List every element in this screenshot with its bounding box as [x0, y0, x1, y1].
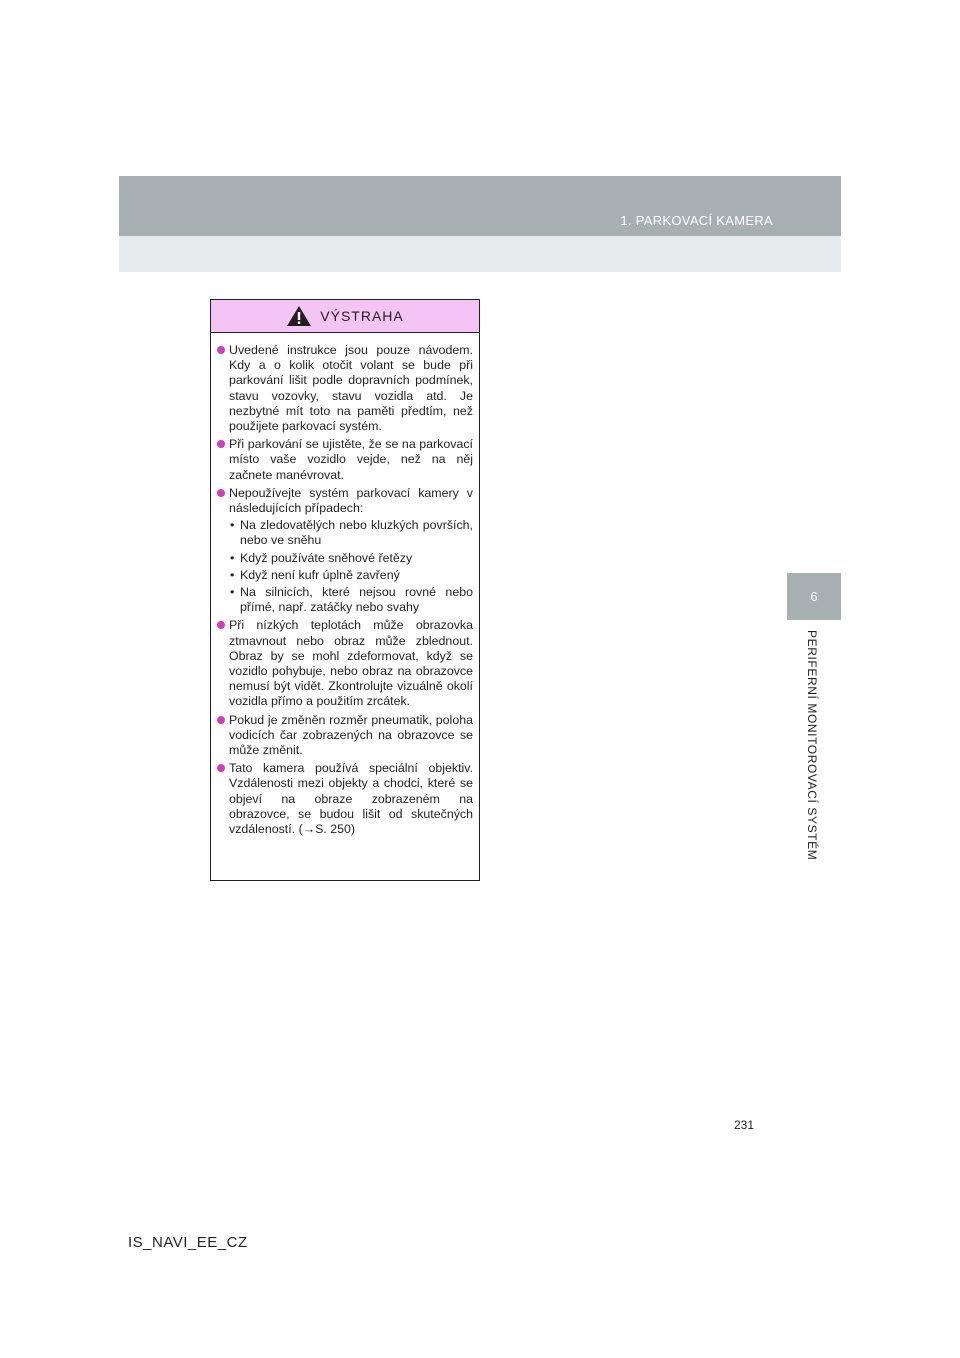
warning-item [217, 437, 473, 483]
header-band [119, 176, 841, 236]
warning-item-text: Tato kamera používá speciální objektiv. Vzdálenosti mezi objekty a chodci, které se objeví na obraze zobrazeném na obrazovce, se budou lišit od skutečných vzdáleností. (→S. 250) [229, 761, 473, 837]
chapter-number: 6 [810, 589, 818, 604]
document-code: IS_NAVI_EE_CZ [128, 1234, 248, 1251]
bullet-icon [217, 489, 225, 497]
warning-item-text: Pokud je změněn rozměr pneumatik, poloha vodicích čar zobrazených na obrazovce se může změnit. [229, 712, 473, 758]
warning-triangle-icon [286, 305, 312, 327]
warning-item-text: Při parkování se ujistěte, že se na parkovací místo vaše vozidlo vejde, než na něj začnete manévrovat. [229, 437, 473, 482]
warning-item [217, 713, 473, 759]
bullet-icon [217, 716, 225, 724]
warning-item [217, 618, 473, 709]
warning-item-text: Nepoužívejte systém parkovací kamery v následujících případech: [229, 485, 473, 516]
warning-item [217, 486, 473, 616]
page-number: 231 [734, 1118, 755, 1132]
warning-item-text: Uvedené instrukce jsou pouze návodem. Kdy a o kolik otočit volant se bude při parkování lišit podle dopravních podmínek, stavu vozovky, stavu vozidla atd. Je nezbytné mít toto na paměti předtím, než použijete parkovací systém. [229, 343, 473, 434]
chapter-tab [787, 573, 841, 620]
warning-item-text: Při nízkých teplotách může obrazovka ztmavnout nebo obraz může zblednout. Obraz by se mohl zdeformovat, když se vozidlo pohybuje, nebo obraz na obrazovce nemusí být vidět. Zkontrolujte vizuálně okolí vozidla přímo a použitím zrcátek. [229, 618, 473, 709]
warning-subitem: • Když používáte sněhové řetězy [229, 551, 473, 566]
bullet-icon [217, 346, 225, 354]
bullet-icon [217, 764, 225, 772]
warning-box [210, 299, 480, 881]
bullet-icon [217, 440, 225, 448]
header-sub-band [119, 236, 841, 272]
warning-subitem: • Na zledovatělých nebo kluzkých površích, nebo ve sněhu [229, 518, 473, 548]
warning-header [211, 300, 479, 333]
bullet-icon [217, 621, 225, 629]
warning-subitems [229, 518, 473, 615]
section-title: 1. PARKOVACÍ KAMERA [620, 213, 773, 228]
warning-body [211, 333, 479, 837]
chapter-title: PERIFERNÍ MONITOROVACÍ SYSTÉM [805, 630, 819, 861]
warning-item [217, 761, 473, 837]
warning-title: VÝSTRAHA [320, 308, 404, 324]
warning-item [217, 343, 473, 434]
warning-subitem: • Na silnicích, které nejsou rovné nebo přímé, např. zatáčky nebo svahy [229, 585, 473, 615]
warning-subitem: • Když není kufr úplně zavřený [229, 568, 473, 583]
